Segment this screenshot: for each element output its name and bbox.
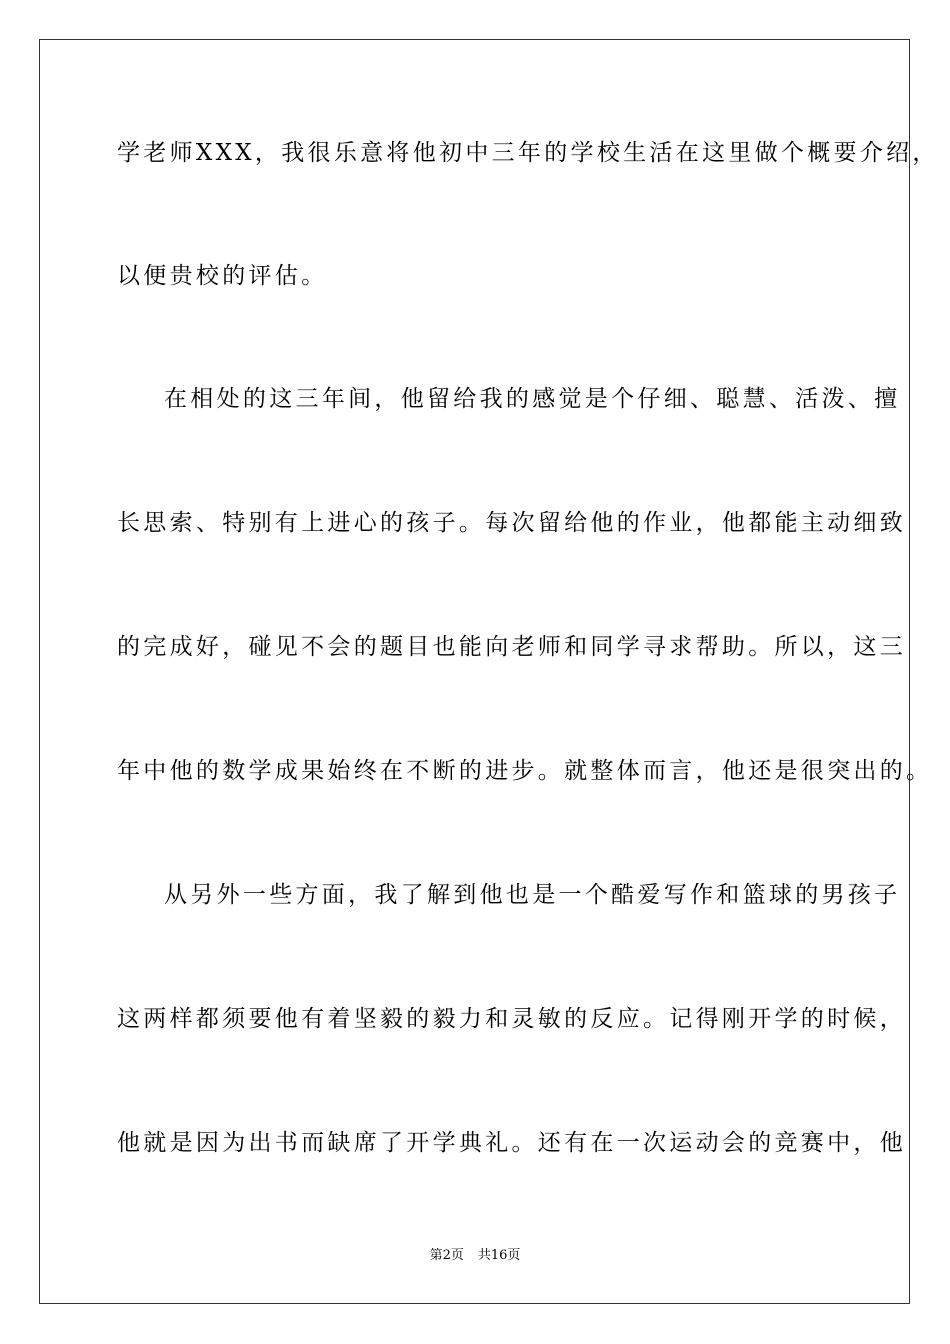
body-text-line: 这两样都须要他有着坚毅的毅力和灵敏的反应。记得刚开学的时候， — [117, 1006, 906, 1032]
body-text-line: 在相处的这三年间，他留给我的感觉是个仔细、聪慧、活泼、擅 — [164, 386, 901, 412]
body-text-line: 的完成好，碰见不会的题目也能向老师和同学寻求帮助。所以，这三 — [117, 634, 906, 660]
body-text-line: 从另外一些方面，我了解到他也是一个酷爱写作和篮球的男孩子 — [164, 882, 901, 908]
body-text-line: 他就是因为出书而缺席了开学典礼。还有在一次运动会的竞赛中，他 — [117, 1130, 906, 1156]
page-footer — [0, 1247, 950, 1265]
page-number: 第2页 — [429, 1248, 464, 1263]
body-text-line: 长思索、特别有上进心的孩子。每次留给他的作业，他都能主动细致 — [117, 510, 906, 536]
body-text-line: 学老师XXX，我很乐意将他初中三年的学校生活在这里做个概要介绍， — [117, 140, 939, 166]
body-text-line: 以便贵校的评估。 — [117, 263, 328, 289]
page-border — [39, 39, 910, 1304]
page-total: 共16页 — [477, 1248, 521, 1263]
body-text-line: 年中他的数学成果始终在不断的进步。就整体而言，他还是很突出的。 — [117, 758, 933, 784]
